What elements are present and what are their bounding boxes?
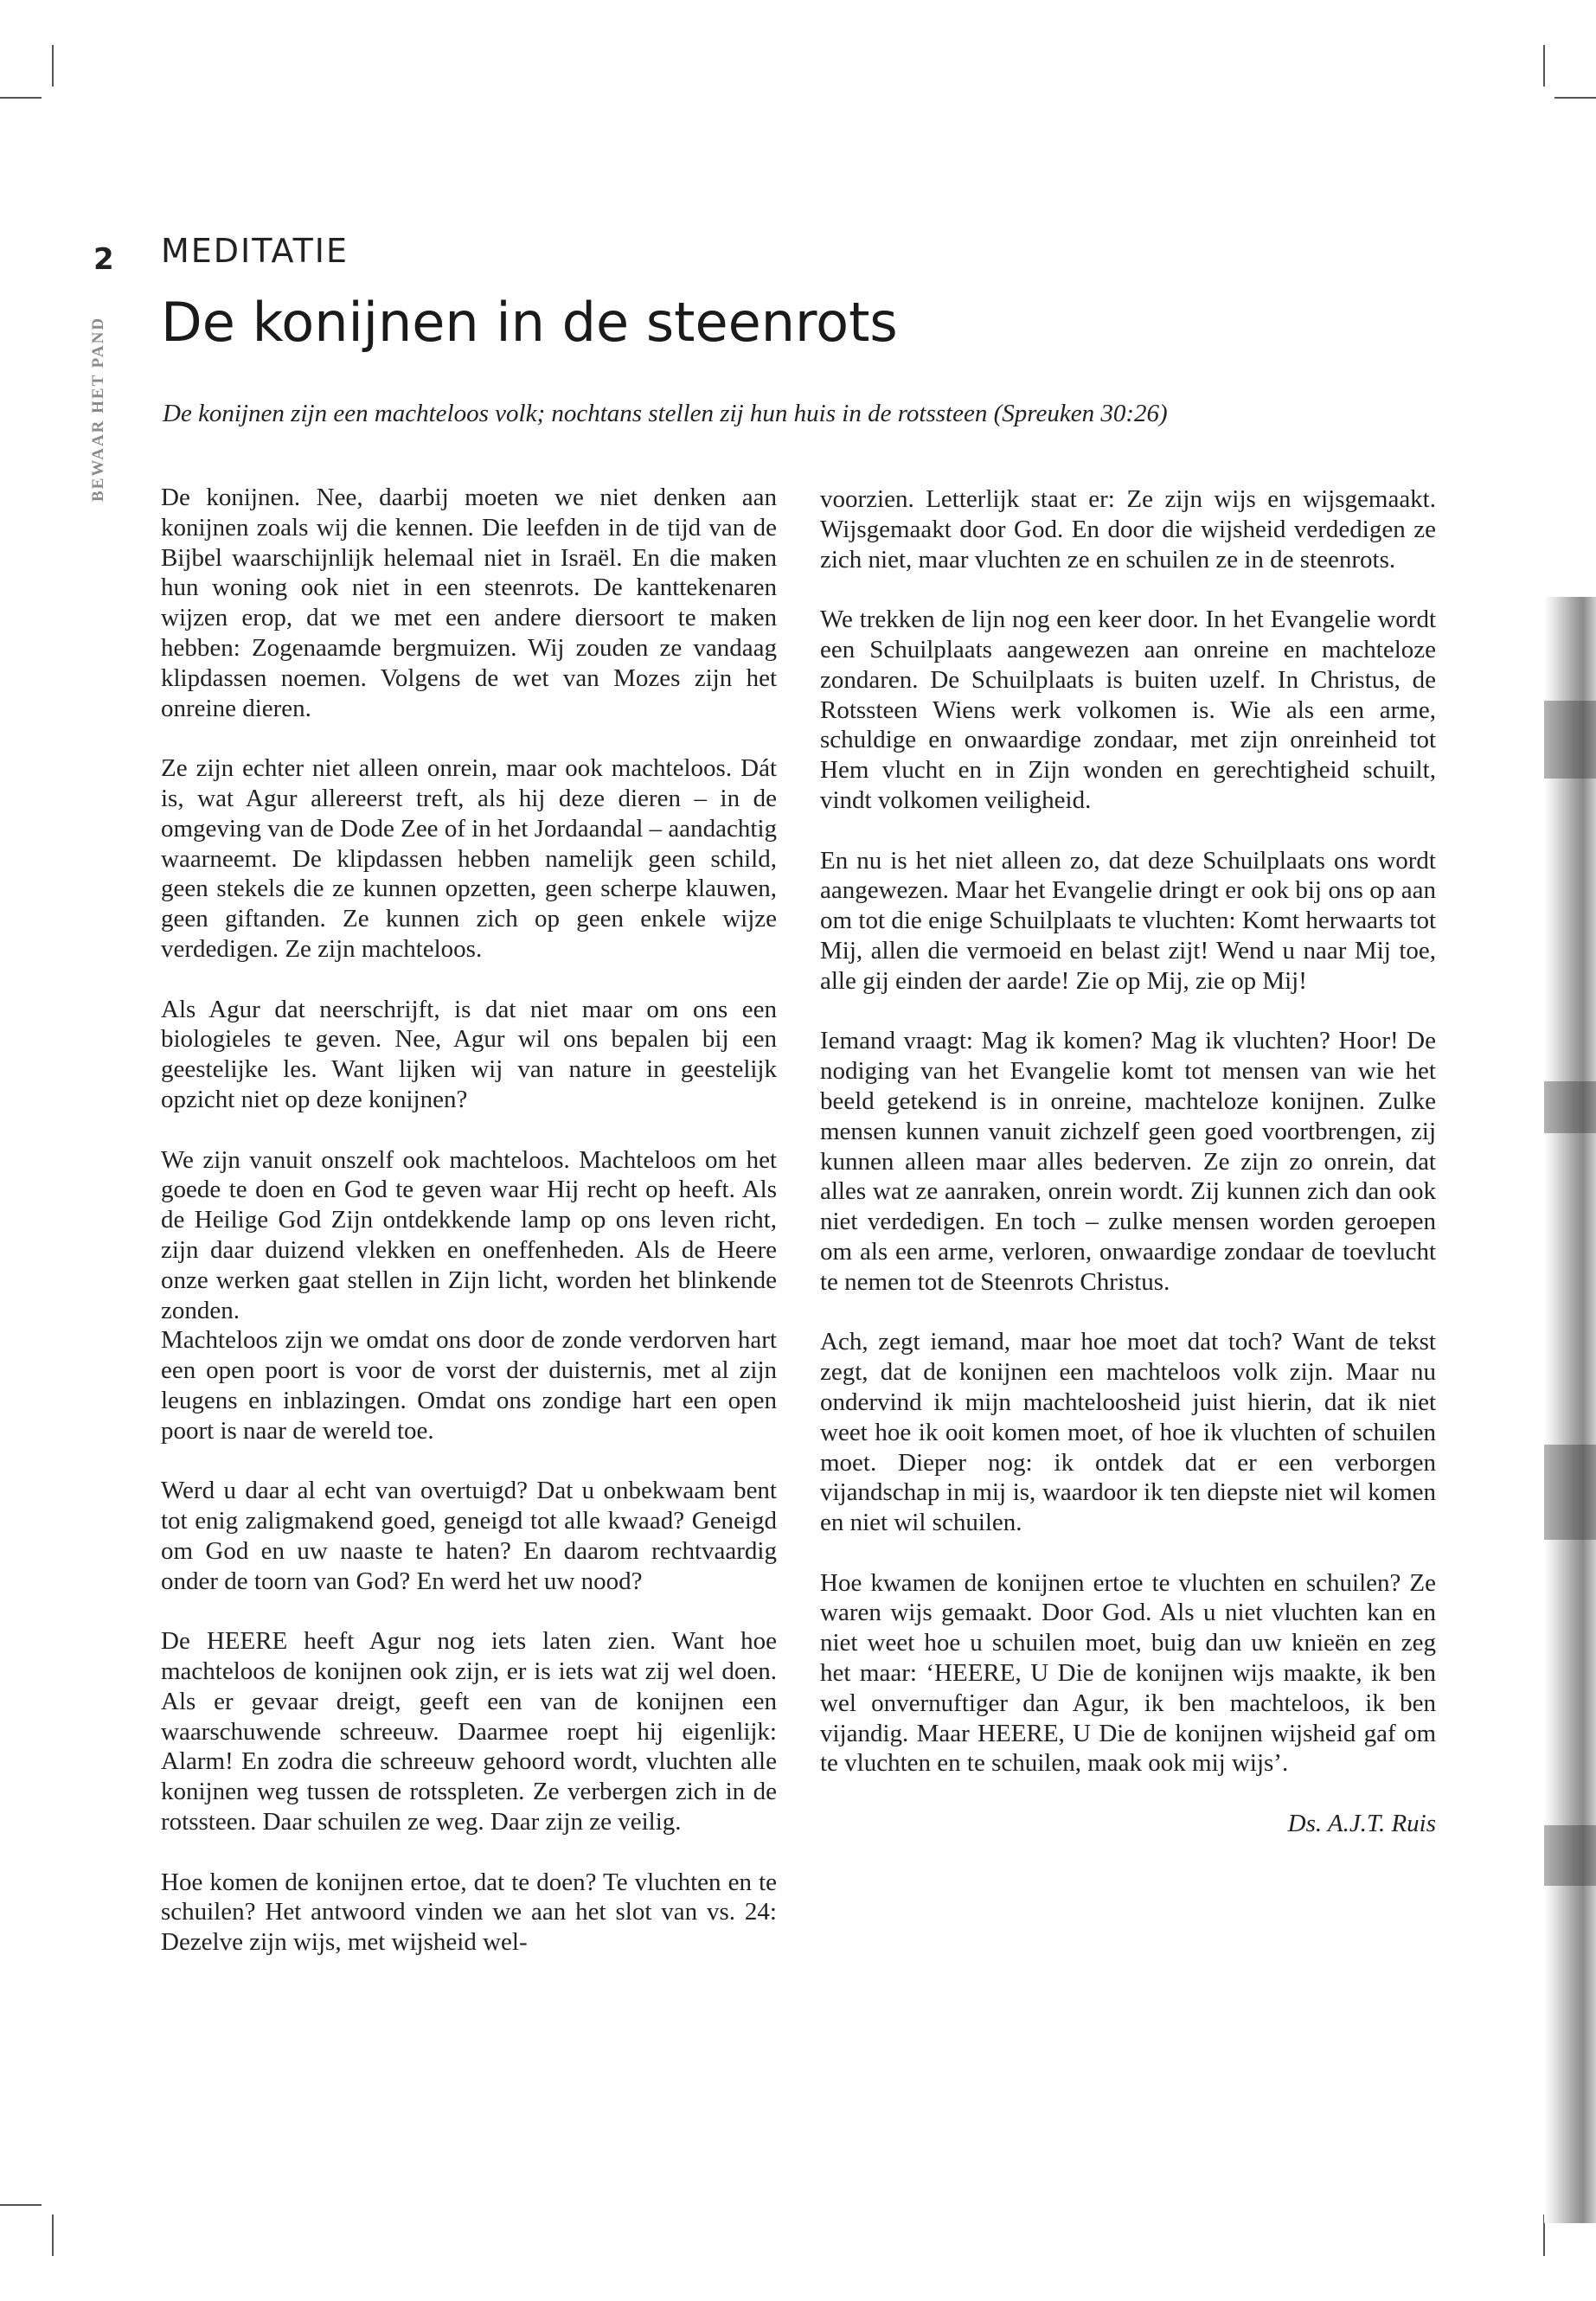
section-label: MEDITATIE (161, 232, 349, 270)
paragraph: En nu is het niet alleen zo, dat deze Schuilplaats ons wordt aangewezen. Maar het Evangelie dringt er ook bij ons op aan om tot die enige Schuilplaats te vluchten: Komt herwaarts tot Mij, allen die vermoeid en belast zijt! Wend u naar Mij toe, alle gij einden der aarde! Zie op Mij, zie op Mij! (820, 846, 1436, 995)
crop-mark-top-left-vertical (52, 45, 54, 87)
crop-mark-top-left-horizontal (0, 97, 42, 99)
paragraph: voorzien. Letterlijk staat er: Ze zijn wijs en wijsgemaakt. Wijsgemaakt door God. En door die wijsheid verdedigen ze zich niet, maar vluchten ze en schuilen ze in de steenrots. (820, 485, 1436, 574)
paragraph: Ach, zegt iemand, maar hoe moet dat toch? Want de tekst zegt, dat de konijnen een machteloos volk zijn. Maar nu ondervind ik mijn machteloosheid juist hierin, dat ik niet weet hoe ik ooit komen moet, of hoe ik vluchten of schuilen moet. Dieper nog: ik ontdek dat er een verborgen vijandschap in mij is, waardoor ik ten diepste niet wil komen en niet wil schuilen. (820, 1328, 1436, 1537)
paragraph: Iemand vraagt: Mag ik komen? Mag ik vluchten? Hoor! De nodiging van het Evangelie komt tot mensen van wie het beeld getekend is in onreine, machteloze konijnen. Zulke mensen kunnen vanuit zichzelf geen goed voortbrengen, zij kunnen alleen maar alles bederven. Ze zijn zo onrein, dat alles wat ze aanraken, onrein wordt. Zij kunnen zich dan ook niet verdedigen. En toch – zulke mensen worden geroepen om als een arme, verloren, onwaardige zondaar de toevlucht te nemen tot de Steenrots Christus. (820, 1027, 1436, 1296)
crop-mark-bottom-left-horizontal (0, 2204, 42, 2206)
paragraph: De HEERE heeft Agur nog iets laten zien. Want hoe machteloos de konijnen ook zijn, er is iets wat zij wel doen. Als er gevaar dreigt, geeft een van de konijnen een waarschuwende schreeuw. Daarmee roept hij eigenlijk: Alarm! En zodra die schreeuw gehoord wordt, vluchten alle konijnen weg tussen de rotsspleten. Ze verbergen zich in de rotssteen. Daar schuilen ze weg. Daar zijn ze veilig. (161, 1627, 777, 1836)
page-number: 2 (93, 242, 114, 277)
paragraph: Hoe komen de konijnen ertoe, dat te doen? Te vluchten en te schuilen? Het antwoord vinden we aan het slot van vs. 24: Dezelve zijn wijs, met wijsheid wel- (161, 1868, 777, 1957)
paragraph: De konijnen. Nee, daarbij moeten we niet denken aan konijnen zoals wij die kennen. Die leefden in de tijd van de Bijbel waarschijnlijk helemaal niet in Israël. En die maken hun woning ook niet in een steenrots. De kanttekenaren wijzen erop, dat we met een andere diersoort te maken hebben: Zogenaamde bergmuizen. Wij zouden ze vandaag klipdassen noemen. Volgens de wet van Mozes zijn het onreine dieren. (161, 484, 777, 722)
author-signature: Ds. A.J.T. Ruis (1287, 1810, 1436, 1838)
edge-photo-strip (1544, 597, 1596, 2223)
paragraph: Als Agur dat neerschrijft, is dat niet maar om ons een biologieles te geven. Nee, Agur wil ons bepalen bij een geestelijke les. Want lijken wij van nature in geestelijk opzicht niet op deze konijnen? (161, 995, 777, 1113)
paragraph: Machteloos zijn we omdat ons door de zonde verdorven hart een open poort is voor de vorst der duisternis, met al zijn leugens en inblazingen. Omdat ons zondige hart een open poort is naar de wereld toe. (161, 1326, 777, 1445)
paragraph: We trekken de lijn nog een keer door. In het Evangelie wordt een Schuilplaats aangewezen aan onreine en machteloze zondaren. De Schuilplaats is buiten uzelf. In Christus, de Rotssteen Wiens werk volkomen is. Wie als een arme, schuldige en onwaardige zondaar, met zijn onreinheid tot Hem vlucht en in Zijn wonden en gerechtigheid schuilt, vindt volkomen veiligheid. (820, 606, 1436, 814)
crop-mark-bottom-left-vertical (52, 2214, 54, 2256)
sidebar-label: BEWAAR HET PAND (89, 316, 107, 502)
right-column (820, 484, 1436, 1869)
paragraph: Ze zijn echter niet alleen onrein, maar ook machteloos. Dát is, wat Agur allereerst treft, als hij deze dieren – in de omgeving van de Dode Zee of in het Jordaandal – aandachtig waarneemt. De klipdassen hebben namelijk geen schild, geen stekels die ze kunnen opzetten, geen scherpe klauwen, geen giftanden. Ze kunnen zich op geen enkele wijze verdedigen. Ze zijn machteloos. (161, 754, 777, 963)
crop-mark-top-right-vertical (1543, 45, 1545, 87)
crop-mark-top-right-horizontal (1554, 97, 1596, 99)
epigraph: De konijnen zijn een machteloos volk; nochtans stellen zij hun huis in de rotssteen (Spreuken 30:26) (163, 400, 1168, 427)
paragraph: Werd u daar al echt van overtuigd? Dat u onbekwaam bent tot enig zaligmakend goed, geneigd tot alle kwaad? Geneigd om God en uw naaste te haten? En daarom rechtvaardig onder de toorn van God? En werd het uw nood? (161, 1477, 777, 1595)
page-title: De konijnen in de steenrots (161, 291, 898, 354)
paragraph: Hoe kwamen de konijnen ertoe te vluchten en schuilen? Ze waren wijs gemaakt. Door God. Als u niet vluchten kan en niet weet hoe u schuilen moet, buig dan uw knieën en zeg het maar: ‘HEERE, U Die de konijnen wijs maakte, ik ben wel onvernuftiger dan Agur, ik ben machteloos, ik ben vijandig. Maar HEERE, U Die de konijnen wijsheid gaf om te vluchten en te schuilen, maak ook mij wijs’. (820, 1568, 1436, 1778)
left-column (161, 483, 777, 1988)
paragraph: We zijn vanuit onszelf ook machteloos. Machteloos om het goede te doen en God te geven waar Hij recht op heeft. Als de Heilige God Zijn ontdekkende lamp op ons leven richt, zijn daar duizend vlekken en oneffenheden. Als de Heere onze werken gaat stellen in Zijn licht, worden het blinkende zonden. (161, 1145, 777, 1324)
